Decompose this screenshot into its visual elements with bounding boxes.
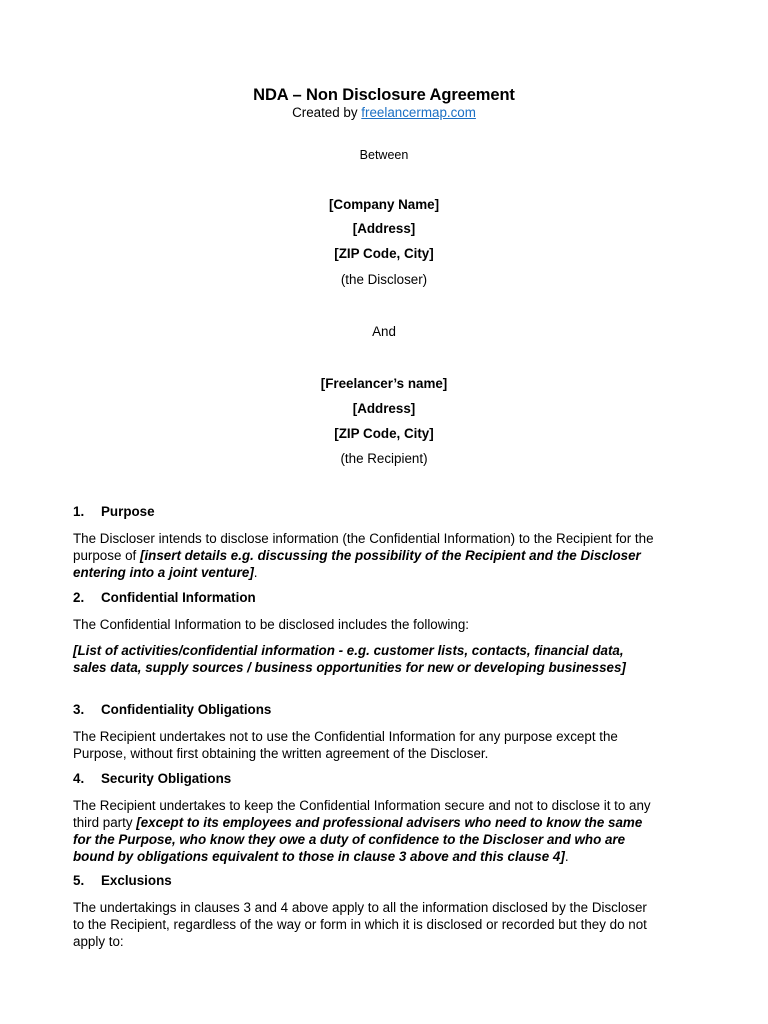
section-title: Purpose (101, 504, 155, 519)
paragraph-line: The undertakings in clauses 3 and 4 above apply to all the information disclosed by the Discloser (73, 900, 647, 915)
placeholder-text: [insert details e.g. discussing the possibility of the Recipient and the Discloser (140, 548, 641, 563)
placeholder-text: for the Purpose, who know they owe a duty of confidence to the Discloser and who are (73, 832, 626, 847)
discloser-company: [Company Name] (328, 197, 440, 212)
paragraph-line (73, 848, 693, 865)
placeholder-text: entering into a joint venture] (73, 565, 254, 580)
section-1-body (73, 530, 693, 581)
section-number: 2. (73, 590, 85, 605)
paragraph-line (73, 547, 693, 564)
section-title: Exclusions (101, 873, 172, 888)
section-number: 4. (73, 771, 85, 786)
text-run: . (253, 565, 258, 580)
paragraph-line: Purpose, without first obtaining the written agreement of the Discloser. (73, 746, 489, 761)
paragraph-line: apply to: (73, 934, 124, 949)
discloser-zip-city: [ZIP Code, City] (334, 246, 434, 261)
section-title: Security Obligations (101, 771, 232, 786)
recipient-zip-city: [ZIP Code, City] (334, 426, 434, 441)
section-1-heading (73, 504, 155, 519)
placeholder-text: bound by obligations equivalent to those in clause 3 above and this clause 4] (73, 849, 565, 864)
placeholder-text: [except to its employees and professional advisers who need to know the same (136, 815, 643, 830)
paragraph-line (73, 814, 693, 831)
section-4-heading (73, 771, 231, 786)
text-run: purpose of (73, 548, 140, 563)
freelancermap-link[interactable]: freelancermap.com (361, 105, 476, 120)
discloser-role: (the Discloser) (340, 272, 428, 287)
section-2-heading (73, 590, 256, 605)
section-title: Confidential Information (101, 590, 256, 605)
section-3-body (73, 728, 693, 762)
section-3-heading (73, 702, 271, 717)
paragraph-line: The Discloser intends to disclose information (the Confidential Information) to the Recipient for the (73, 531, 654, 546)
document-title: NDA – Non Disclosure Agreement (253, 86, 515, 104)
placeholder-text: sales data, supply sources / business opportunities for new or developing businesses] (73, 660, 626, 675)
paragraph-line: The Recipient undertakes not to use the Confidential Information for any purpose except the (73, 729, 618, 744)
placeholder-text: [List of activities/confidential information - e.g. customer lists, contacts, financial data, (73, 643, 624, 658)
recipient-role: (the Recipient) (340, 451, 428, 466)
text-run: . (564, 849, 569, 864)
section-title: Confidentiality Obligations (101, 702, 272, 717)
created-by-prefix: Created by (292, 105, 362, 120)
text-run: third party (73, 815, 137, 830)
created-by-line (0, 105, 768, 120)
paragraph-line (73, 564, 693, 581)
discloser-address: [Address] (352, 221, 416, 236)
recipient-address: [Address] (352, 401, 416, 416)
recipient-name: [Freelancer’s name] (320, 376, 448, 391)
and-label: And (372, 324, 396, 339)
section-number: 3. (73, 702, 85, 717)
section-2-list (73, 642, 693, 676)
paragraph-line: The Confidential Information to be disclosed includes the following: (73, 617, 469, 632)
section-4-body (73, 797, 693, 865)
section-5-heading (73, 873, 172, 888)
paragraph-line: to the Recipient, regardless of the way or form in which it is disclosed or recorded but they do not (73, 917, 647, 932)
section-number: 5. (73, 873, 85, 888)
section-5-body (73, 899, 693, 950)
between-label: Between (359, 148, 409, 162)
section-2-intro (73, 616, 693, 633)
section-number: 1. (73, 504, 85, 519)
paragraph-line: The Recipient undertakes to keep the Confidential Information secure and not to disclose it to any (73, 798, 651, 813)
